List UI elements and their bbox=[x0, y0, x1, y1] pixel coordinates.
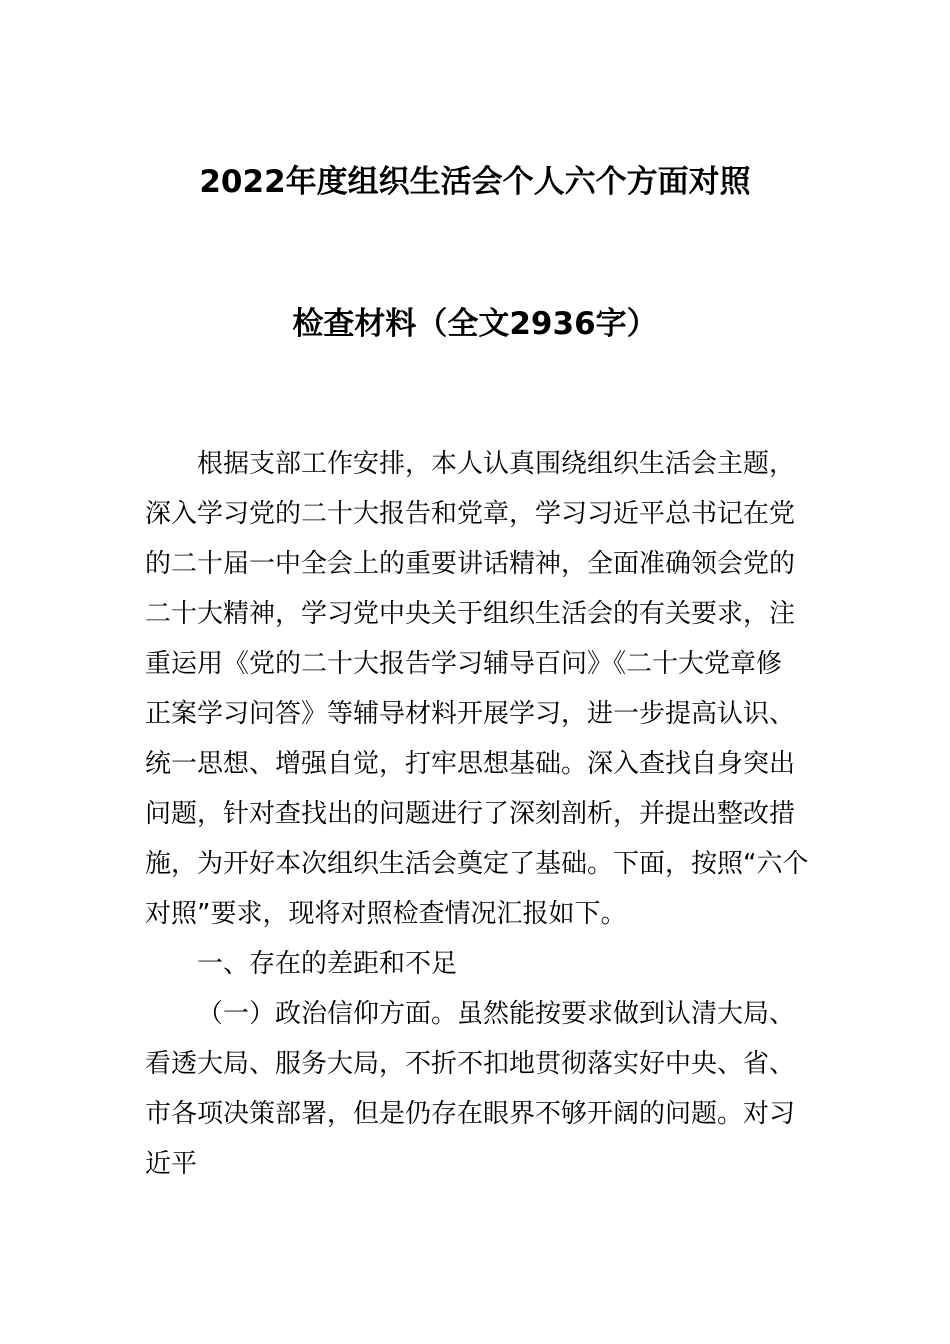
document-body bbox=[145, 439, 807, 1189]
body-line: 根据支部工作安排，本人认真围绕组织生活会主题， bbox=[197, 449, 796, 479]
document-title-line-2: 检查材料（全文2936字） bbox=[292, 306, 658, 342]
body-line: 深入学习党的二十大报告和党章，学习习近平总书记在党 bbox=[145, 499, 796, 529]
body-line: 二十大精神，学习党中央关于组织生活会的有关要求，注 bbox=[145, 599, 796, 629]
document-title-line-1: 2022年度组织生活会个人六个方面对照 bbox=[199, 164, 751, 200]
body-line: 看透大局、服务大局，不折不扣地贯彻落实好中央、省、 bbox=[145, 1049, 796, 1079]
body-line: （一）政治信仰方面。虽然能按要求做到认清大局、 bbox=[197, 999, 796, 1029]
body-line: 市各项决策部署，但是仍存在眼界不够开阔的问题。对习 bbox=[145, 1099, 796, 1129]
body-line: 施，为开好本次组织生活会奠定了基础。下面，按照“六个 bbox=[145, 849, 809, 879]
body-line: 近平 bbox=[145, 1149, 198, 1179]
section-heading: 一、存在的差距和不足 bbox=[197, 949, 458, 979]
body-line: 正案学习问答》等辅导材料开展学习，进一步提高认识、 bbox=[145, 699, 796, 729]
body-line: 对照”要求，现将对照检查情况汇报如下。 bbox=[145, 899, 627, 929]
body-line: 的二十届一中全会上的重要讲话精神，全面准确领会党的 bbox=[145, 549, 796, 579]
body-line: 重运用《党的二十大报告学习辅导百问》《二十大党章修 bbox=[145, 649, 783, 679]
body-line: 统一思想、增强自觉，打牢思想基础。深入查找自身突出 bbox=[145, 749, 796, 779]
body-line: 问题，针对查找出的问题进行了深刻剖析，并提出整改措 bbox=[145, 799, 796, 829]
